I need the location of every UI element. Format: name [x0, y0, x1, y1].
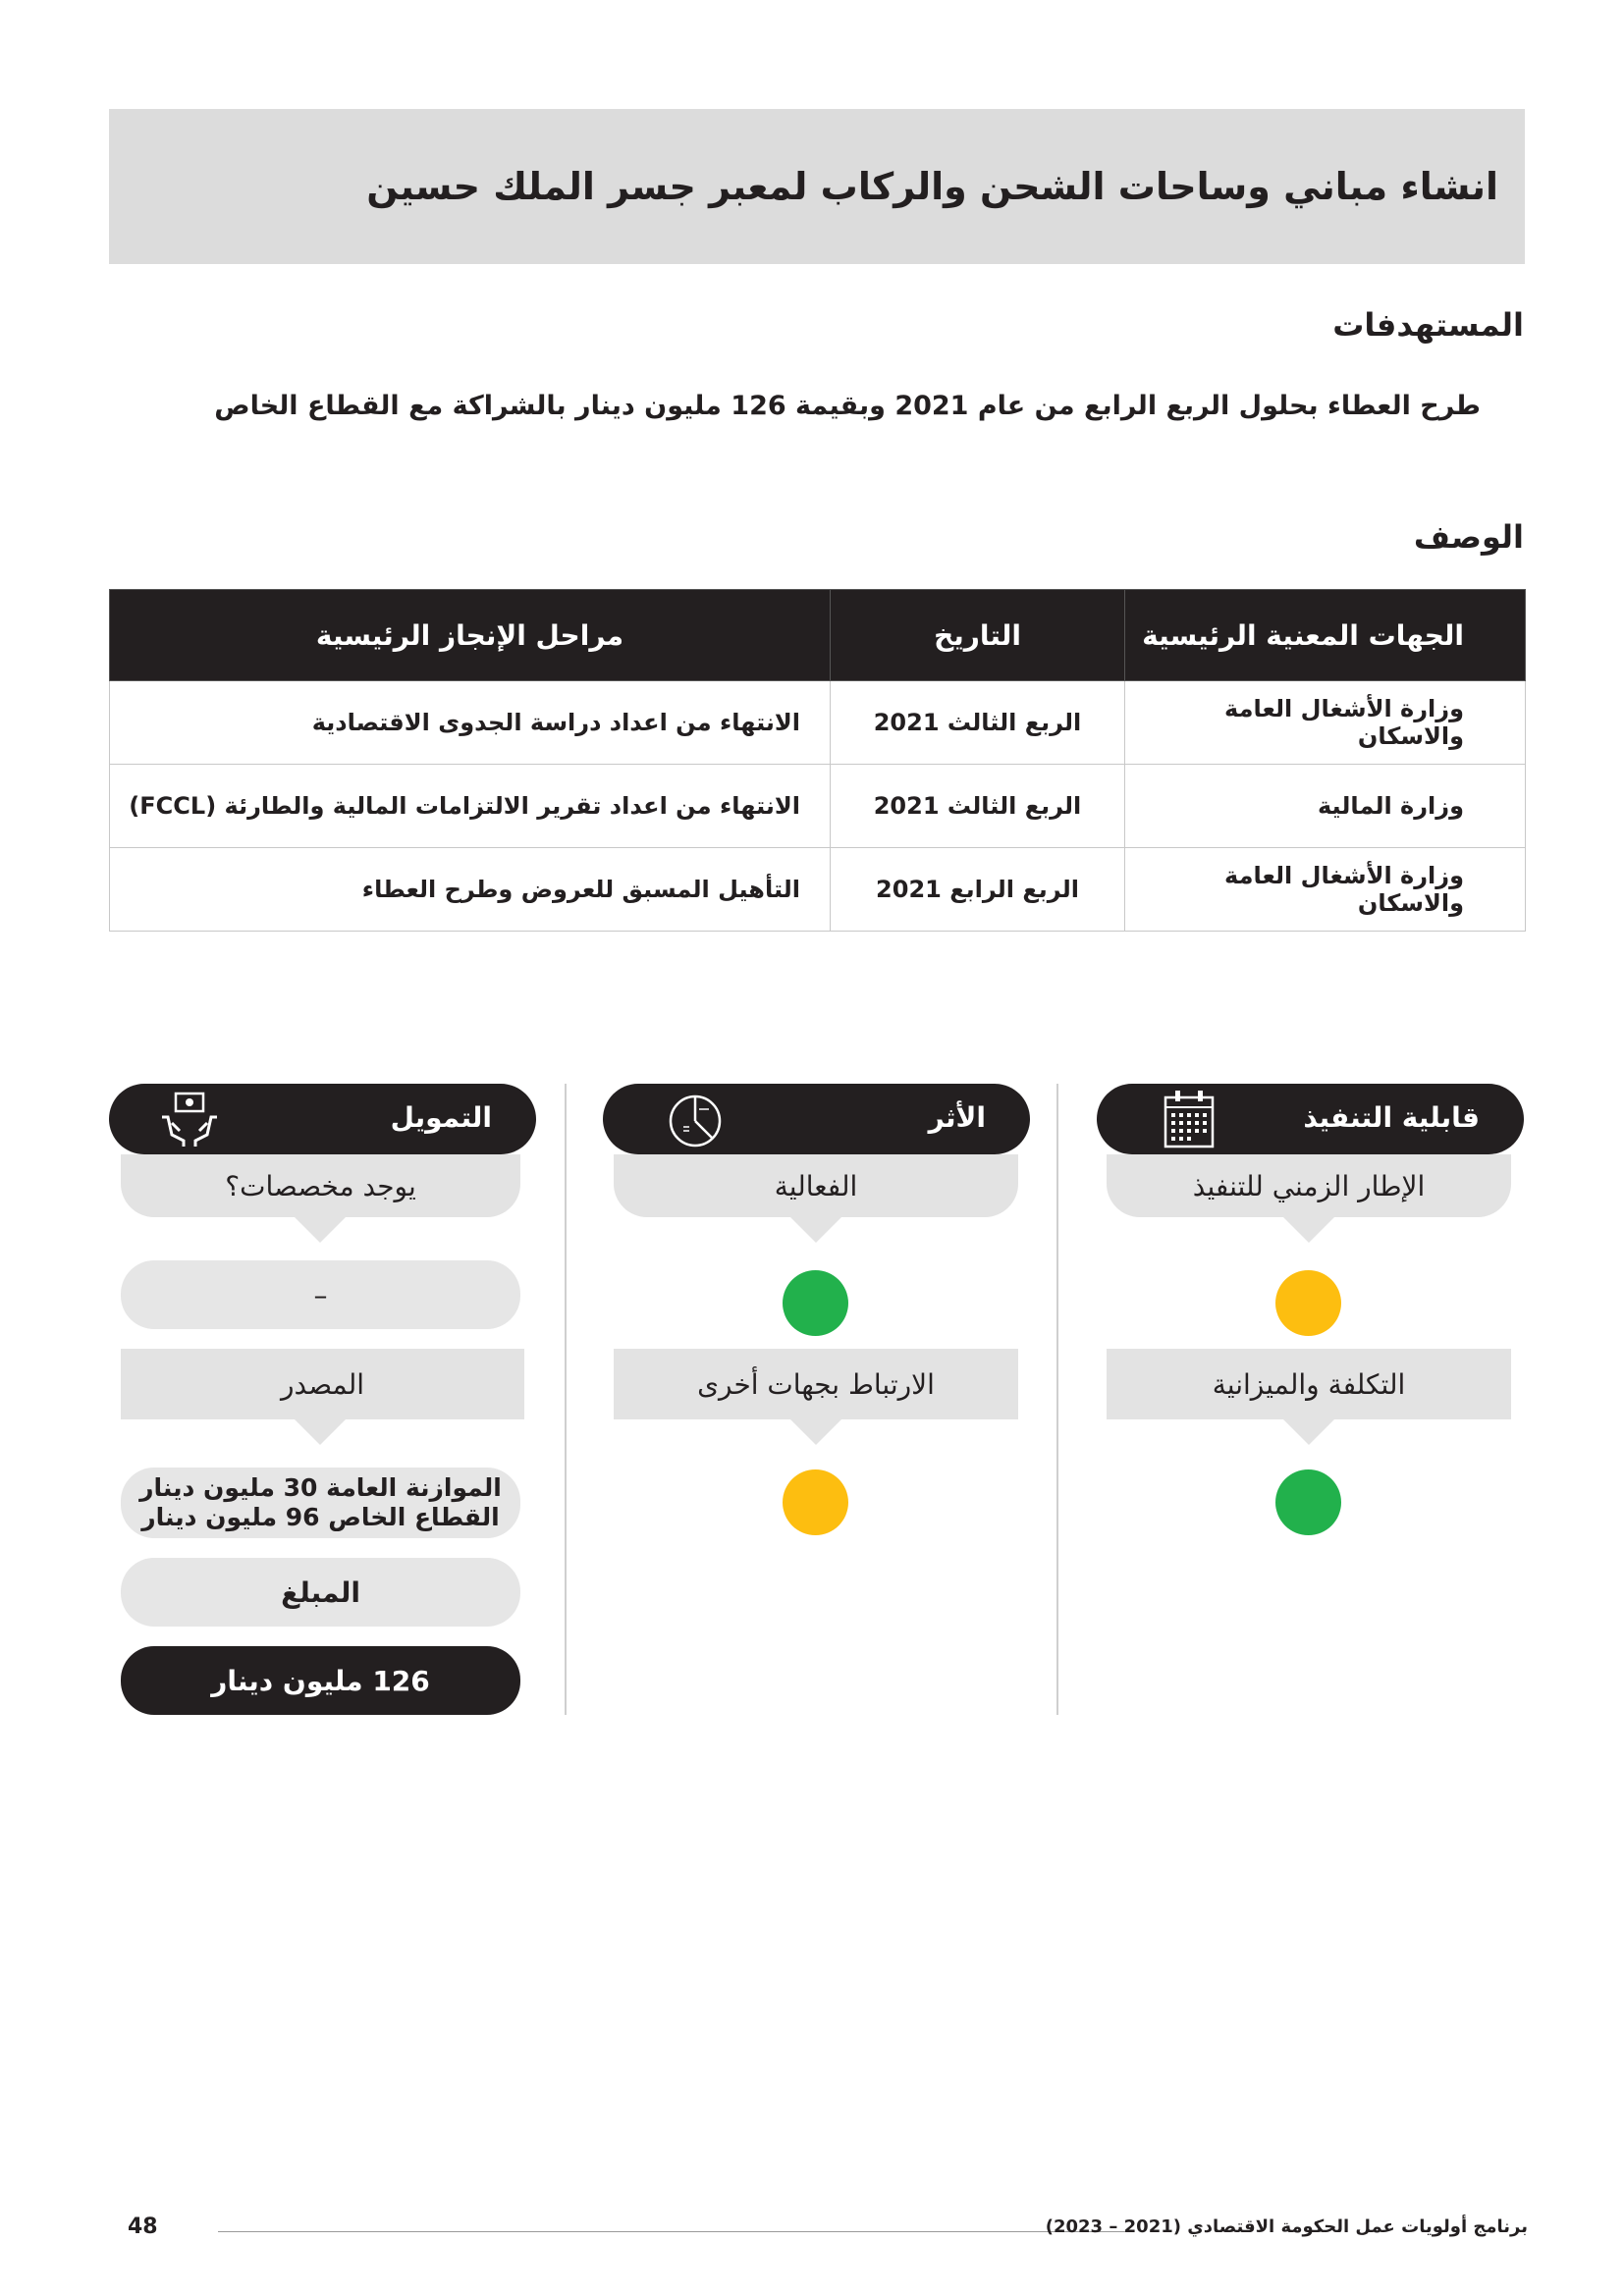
- column-header-milestones: مراحل الإنجاز الرئيسية: [110, 590, 831, 681]
- footer-rule: [218, 2231, 1131, 2232]
- column-header-date: التاريخ: [831, 590, 1125, 681]
- cell-date: الربع الثالث 2021: [831, 765, 1125, 848]
- pointer-arrow: [790, 1419, 841, 1445]
- funding-source-label: المصدر: [121, 1349, 524, 1419]
- cell-organization: وزارة الأشغال العامة والاسكان: [1125, 848, 1526, 932]
- cell-milestone: الانتهاء من اعداد دراسة الجدوى الاقتصادية: [110, 681, 831, 765]
- funding-card-header: [109, 1084, 536, 1154]
- feasibility-cost-label: التكلفة والميزانية: [1107, 1349, 1511, 1419]
- feasibility-timeframe-label: الإطار الزمني للتنفيذ: [1107, 1154, 1511, 1217]
- column-divider: [1056, 1084, 1058, 1715]
- table-row: [110, 848, 1526, 932]
- pointer-arrow: [295, 1217, 346, 1243]
- pointer-arrow: [1283, 1419, 1334, 1445]
- cell-milestone: الانتهاء من اعداد تقرير الالتزامات المالية والطارئة (FCCL): [110, 765, 831, 848]
- description-table: [109, 589, 1526, 932]
- funding-amount-value: 126 مليون دينار: [121, 1646, 520, 1715]
- pie-chart-icon: [664, 1088, 727, 1150]
- impact-effectiveness-label: الفعالية: [614, 1154, 1018, 1217]
- funding-allocations-value: –: [121, 1260, 520, 1329]
- funding-source-line: الموازنة العامة 30 مليون دينار: [139, 1473, 502, 1502]
- money-hands-icon: [158, 1088, 221, 1150]
- status-indicator: [783, 1270, 848, 1336]
- funding-label: التمويل: [390, 1101, 492, 1134]
- funding-allocations-label: يوجد مخصصات؟: [121, 1154, 520, 1217]
- table-row: [110, 681, 1526, 765]
- pointer-arrow: [295, 1419, 346, 1445]
- pointer-arrow: [1283, 1217, 1334, 1243]
- targets-heading: المستهدفات: [1332, 306, 1524, 344]
- table-header-row: [110, 590, 1526, 681]
- calendar-icon: [1158, 1088, 1220, 1150]
- status-indicator: [1275, 1270, 1341, 1336]
- feasibility-card-header: [1097, 1084, 1524, 1154]
- funding-source-line: القطاع الخاص 96 مليون دينار: [141, 1503, 500, 1531]
- column-divider: [565, 1084, 567, 1715]
- pointer-arrow: [790, 1217, 841, 1243]
- targets-text: طرح العطاء بحلول الربع الرابع من عام 2021 وبقيمة 126 مليون دينار بالشراكة مع القطاع الخاص: [214, 391, 1481, 421]
- status-indicator: [1275, 1469, 1341, 1535]
- cell-date: الربع الثالث 2021: [831, 681, 1125, 765]
- description-heading: الوصف: [1413, 518, 1524, 556]
- funding-amount-label: المبلغ: [121, 1558, 520, 1627]
- funding-source-value: [121, 1468, 520, 1538]
- page-number: 48: [128, 2215, 158, 2239]
- cell-date: الربع الرابع 2021: [831, 848, 1125, 932]
- impact-label: الأثر: [928, 1101, 986, 1134]
- title-band: [109, 109, 1525, 264]
- status-indicator: [783, 1469, 848, 1535]
- feasibility-label: قابلية التنفيذ: [1303, 1101, 1480, 1134]
- cell-milestone: التأهيل المسبق للعروض وطرح العطاء: [110, 848, 831, 932]
- cell-organization: وزارة المالية: [1125, 765, 1526, 848]
- impact-linkage-label: الارتباط بجهات أخرى: [614, 1349, 1018, 1419]
- column-header-organization: الجهات المعنية الرئيسية: [1125, 590, 1526, 681]
- table-row: [110, 765, 1526, 848]
- page-title: انشاء مباني وساحات الشحن والركاب لمعبر جسر الملك حسين: [366, 165, 1498, 208]
- cell-organization: وزارة الأشغال العامة والاسكان: [1125, 681, 1526, 765]
- impact-card-header: [603, 1084, 1030, 1154]
- footer-text: برنامج أولويات عمل الحكومة الاقتصادي (2021 – 2023): [1045, 2216, 1528, 2237]
